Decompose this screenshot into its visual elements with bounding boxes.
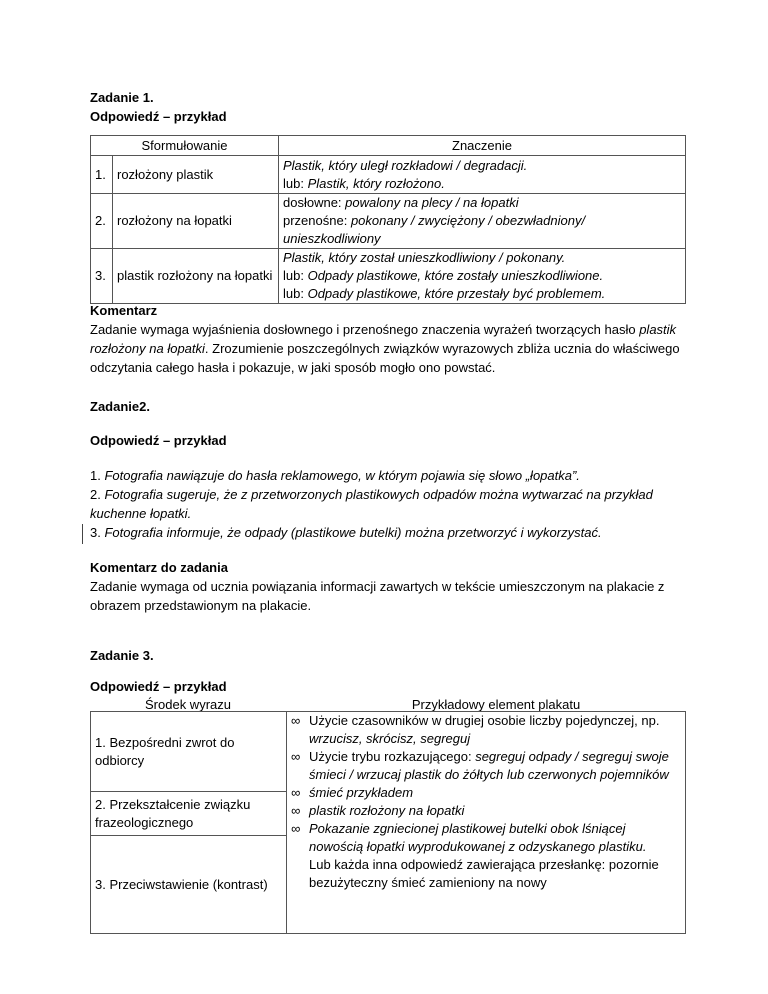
list-item: 2. Fotografia sugeruje, że z przetworzonych plastikowych odpadów można wytwarzać na przykład kuchenne łopatki. (90, 487, 653, 521)
answer-note: Lub każda inna odpowiedź zawierająca przesłankę: pozornie bezużyteczny śmieć zamieniony na nowy (309, 857, 659, 890)
row-number: 2. (91, 194, 113, 249)
row-phrase: plastik rozłożony na łopatki (113, 249, 279, 304)
table-row (91, 712, 686, 792)
task1-title: Zadanie 1. (90, 90, 154, 105)
task3-answer-label: Odpowiedź – przykład (90, 679, 227, 694)
task1-col1-header: Sformułowanie (91, 136, 279, 156)
row-phrase: rozłożony plastik (113, 156, 279, 194)
row-meaning: Plastik, który uległ rozkładowi / degradacji. lub: Plastik, który rozłożono. (279, 156, 686, 194)
list-item: ∞ Użycie czasowników w drugiej osobie liczby pojedynczej, np. wrzucisz, skrócisz, segreguj (309, 712, 681, 748)
task1-col2-header: Znaczenie (279, 136, 686, 156)
row-label: 2. Przekształcenie związku frazeologicznego (91, 792, 287, 836)
row-label: 1. Bezpośredni zwrot do odbiorcy (91, 712, 287, 792)
task3-col2-header: Przykładowy element plakatu (411, 697, 581, 712)
list-item: ∞ Użycie trybu rozkazującego: segreguj odpady / segreguj swoje śmieci / wrzucaj plastik do żółtych lub czerwonych pojemników (309, 748, 681, 784)
examples-cell (287, 712, 686, 934)
task1-comment: Zadanie wymaga wyjaśnienia dosłownego i przenośnego znaczenia wyrażeń tworzących hasło plastik rozłożony na łopatki. Zrozumienie poszczególnych związków wyrazowych zbliża ucznia do właściwego odczytania całego hasła i pokazuje, w jaki sposób mogło ono powstać. (90, 322, 680, 375)
task1-table (90, 135, 686, 304)
task2-answer-list (90, 466, 690, 542)
text-cursor (82, 524, 83, 544)
table-row (91, 194, 686, 249)
row-number: 1. (91, 156, 113, 194)
list-item: 1. Fotografia nawiązuje do hasła reklamowego, w którym pojawia się słowo „łopatka”. (90, 468, 580, 483)
table-row (91, 156, 686, 194)
row-label: 3. Przeciwstawienie (kontrast) (91, 836, 287, 934)
list-item: ∞ śmieć przykładem (309, 784, 681, 802)
task1-comment-title: Komentarz (90, 303, 158, 318)
row-phrase: rozłożony na łopatki (113, 194, 279, 249)
row-meaning: Plastik, który został unieszkodliwiony / pokonany. lub: Odpady plastikowe, które zostały unieszkodliwione. lub: Odpady plastikowe, które przestały być problemem. (279, 249, 686, 304)
task2-comment-title: Komentarz do zadania (90, 560, 228, 575)
task1-answer-label: Odpowiedź – przykład (90, 109, 227, 124)
list-item: ∞ plastik rozłożony na łopatki (309, 802, 681, 820)
task3-table (90, 711, 686, 934)
list-item: 3. Fotografia informuje, że odpady (plastikowe butelki) można przetworzyć i wykorzystać. (90, 525, 602, 540)
task2-answer-label: Odpowiedź – przykład (90, 433, 227, 448)
row-number: 3. (91, 249, 113, 304)
task3-col1-header: Środek wyrazu (145, 697, 231, 712)
task2-comment: Zadanie wymaga od ucznia powiązania informacji zawartych w tekście umieszczonym na plakacie z obrazem przedstawionym na plakacie. (90, 579, 665, 613)
table-row (91, 249, 686, 304)
task3-title: Zadanie 3. (90, 648, 154, 663)
task2-title: Zadanie2. (90, 399, 150, 414)
list-item: ∞ Pokazanie zgniecionej plastikowej butelki obok lśniącej nowością łopatki wyprodukowanej z odzyskanego plastiku. (309, 820, 681, 856)
row-meaning: dosłowne: powalony na plecy / na łopatki przenośne: pokonany / zwyciężony / obezwładniony/ unieszkodliwiony (279, 194, 686, 249)
